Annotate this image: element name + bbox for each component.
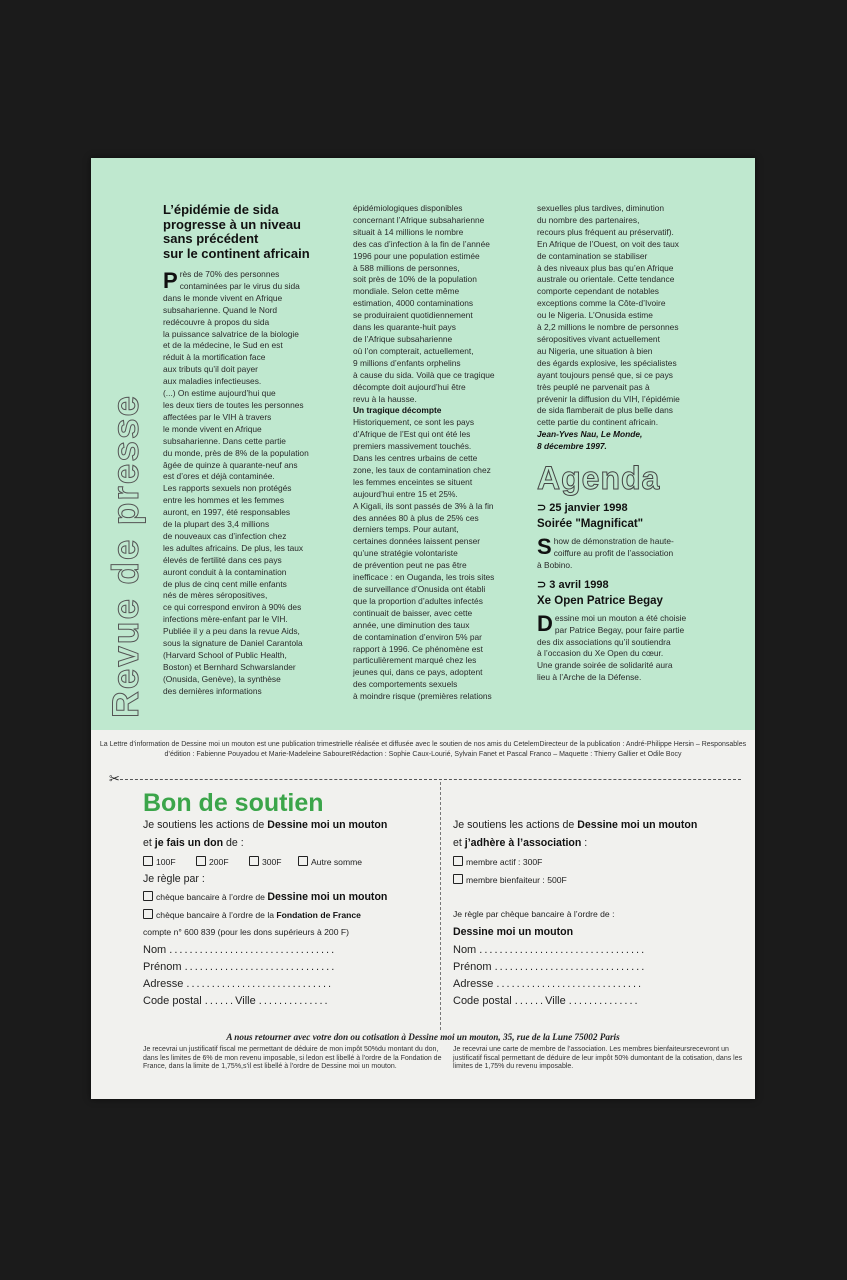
agenda-events (537, 501, 727, 684)
prenom-field-left[interactable]: Prénom .............................. (143, 961, 337, 973)
text-line: de prévention peut ne pas être (353, 560, 467, 571)
drop-cap: P (163, 268, 178, 293)
text-line: très peuplé ne parvenait pas à (537, 381, 650, 392)
text-line: entre les hommes et les femmes (163, 495, 285, 506)
amount-options (143, 856, 362, 867)
text-line: ou le Nigeria. L’Onusida estime (537, 310, 653, 321)
text-line: est d’ores et déjà contaminée. (163, 471, 275, 482)
press-review-panel (91, 158, 755, 730)
text-line: particulièrement marqué chez les (353, 655, 477, 666)
nom-field-left[interactable]: Nom ................................. (143, 944, 337, 956)
text-line: aux tributs qu’il doit payer (163, 364, 258, 375)
text-line: subsaharienne. Dans cette partie (163, 435, 286, 446)
text-line: recours plus fréquent au préservatif). (537, 226, 674, 237)
text-line: à cause du sida. Voilà que ce tragique (353, 369, 495, 380)
text-line: de surveillance d’Onusida ont établi (353, 584, 486, 594)
text-line: d’Afrique de l’Est qui ont été les (353, 429, 471, 440)
text-line: auront, en 1997, été responsables (163, 507, 291, 518)
text-line: sous la signature de Daniel Carantola (163, 638, 303, 649)
text-line: du monde, près de 8% de la population (163, 447, 309, 458)
text-line: les deux tiers de toutes les personnes (163, 399, 304, 410)
text-line: aujourd’hui entre 15 et 25%. (353, 488, 458, 499)
text-line: Historiquement, ce sont les pays (353, 417, 475, 428)
text-line: des années 80 à plus de 25% ces (353, 512, 479, 523)
text-line: (...) On estime aujourd’hui que (163, 388, 276, 399)
headline-line: sans précédent (163, 231, 259, 246)
text-line: de nouveaux cas d’infection chez (163, 530, 287, 541)
text-line: de contamination se stabiliser (537, 250, 648, 261)
membership-intro-2: et j’adhère à l’association : (453, 837, 588, 849)
text-line: soit près de 10% de la population (353, 274, 477, 285)
vertical-section-title: Revue de presse (105, 393, 146, 718)
text-line: à l’occasion du Xe Open du cœur. (537, 648, 664, 659)
text-line: Dans les centres urbains de cette (353, 453, 478, 464)
article-body-1 (163, 269, 338, 698)
text-line: subsaharienne. Quand le Nord (163, 304, 278, 315)
fiscal-note-left (143, 1046, 443, 1072)
text-line: du nombre des partenaires, (537, 214, 640, 225)
text-line: se produiraient quotidiennement (353, 310, 473, 321)
article-column-3 (537, 203, 727, 684)
text-line: australe ou orientale. Cette tendance (537, 274, 675, 285)
return-address: A nous retourner avec votre don ou cotisation à Dessine moi un mouton, 35, rue de la Lune 75002 Paris (226, 1032, 620, 1042)
text-line: A Kigali, ils sont passés de 3% à la fin (353, 500, 494, 511)
payment-label: Je règle par : (143, 873, 205, 885)
code-postal-field-right[interactable]: Code postal ......Ville .............. (453, 995, 640, 1007)
text-line: premiers massivement touchés. (353, 441, 472, 452)
text-line: par Patrice Begay, pour faire partie (554, 624, 685, 635)
text-line: qu’une stratégie volontariste (353, 548, 458, 559)
text-line: concernant l’Afrique subsaharienne (353, 214, 485, 225)
text-line: affectées par le VIH à travers (163, 411, 272, 422)
text-line: au Nigeria, une situation à bien (537, 345, 653, 356)
drop-cap: S (537, 534, 552, 560)
credit-line: La Lettre d’information de Dessine moi un mouton est une publication trimestrielle réalisée et diffusée avec le soutien de nos amis du Cetelem (99, 741, 540, 748)
text-line: élevés de fertilité dans ces pays (163, 554, 282, 565)
donation-intro: Je soutiens les actions de Dessine moi un mouton (143, 819, 388, 831)
text-line: la puissance salvatrice de la biologie (163, 328, 299, 339)
donation-intro-2: et je fais un don de : (143, 837, 244, 849)
text-line: inefficace : en Ouganda, les trois sites (353, 572, 495, 583)
fine-line: Je recevrai un justificatif fiscal me permettant de déduire de mon impôt 50% (143, 1046, 379, 1053)
text-line: mondiale. Selon cette même (353, 286, 460, 297)
text-line: de sida flamberait de plus belle dans (537, 405, 673, 416)
drop-cap: D (537, 610, 553, 636)
text-line: (Onusida, Genève), la synthèse (163, 673, 281, 684)
text-line: où l’on compterait, actuellement, (353, 345, 474, 356)
text-line: année, une diminution des taux (353, 619, 470, 630)
cheque-mouton-checkbox[interactable]: chèque bancaire à l’ordre de Dessine moi un mouton (143, 891, 387, 903)
scissors-icon: ✂ (109, 771, 120, 786)
column-2-text-b (353, 417, 528, 703)
agenda-event (537, 578, 727, 684)
fine-line: montant de la cotisation, dans les limites de 1,75% du revenu imposable. (453, 1054, 743, 1071)
member-benefactor-checkbox[interactable]: membre bienfaiteur : 500F (453, 874, 567, 885)
event-description (537, 610, 727, 684)
publication-credits (91, 740, 755, 759)
column-2-text-a (353, 203, 528, 405)
text-line: à 2,2 millions le nombre de personnes (537, 322, 679, 333)
text-line: infections mère-enfant par le VIH. (163, 614, 288, 625)
text-line: how de démonstration de haute- (553, 536, 674, 547)
text-line: Boston) et Bernhard Schwarslander (163, 661, 296, 672)
text-line: âgée de quinze à quarante-neuf ans (163, 459, 298, 470)
text-line: certaines données laissent penser (353, 536, 481, 547)
text-line: les adultes africains. De plus, les taux (163, 542, 304, 553)
text-line: à moindre risque (premières relations (353, 691, 492, 702)
amount-other-checkbox[interactable]: Autre somme (298, 857, 362, 867)
fine-line: s’il est libellé à l’ordre de Dessine moi un mouton. (243, 1063, 397, 1071)
text-line: des dernières informations (163, 685, 262, 696)
text-line: redécouvre à propos du sida (163, 316, 270, 327)
text-line: de l’Afrique subsaharienne (353, 333, 453, 344)
text-line: Publiée il y a peu dans la revue Aids, (163, 626, 300, 637)
article-headline (163, 203, 338, 261)
fiscal-note-right (453, 1046, 753, 1072)
membership-form (453, 817, 743, 1037)
text-line: 9 millions d’enfants orphelins (353, 357, 461, 368)
cut-line (115, 779, 741, 780)
newsletter-page (91, 158, 755, 1099)
text-line: ayant toujours pensé que, si ce pays (537, 369, 673, 380)
text-line: de contamination d’environ 5% par (353, 631, 482, 642)
signature-line: 8 décembre 1997. (537, 441, 607, 452)
prenom-field-right[interactable]: Prénom .............................. (453, 961, 647, 973)
adresse-field-right[interactable]: Adresse ............................. (453, 978, 644, 990)
fine-line: Je recevrai une carte de membre de l’association. Les membres bienfaiteurs (453, 1046, 690, 1053)
nom-field-right[interactable]: Nom ................................. (453, 944, 647, 956)
column-1-text (163, 269, 338, 698)
form-title: Bon de soutien (143, 789, 324, 817)
article-subheading: Un tragique décompte (353, 405, 442, 416)
headline-line: sur le continent africain (163, 245, 310, 261)
text-line: décompte doit aujourd’hui être (353, 381, 466, 392)
account-number: compte n° 600 839 (pour les dons supérieurs à 200 F) (143, 927, 349, 937)
text-line: rès de 70% des personnes (179, 269, 280, 279)
amount-200-checkbox[interactable]: 200F (196, 857, 229, 867)
event-title: Soirée "Magnificat" (537, 518, 644, 531)
membership-intro: Je soutiens les actions de Dessine moi un mouton (453, 819, 698, 831)
member-active-checkbox[interactable]: membre actif : 300F (453, 856, 542, 867)
text-line: à Bobino. (537, 559, 573, 570)
text-line: contaminées par le virus du sida (179, 280, 300, 291)
text-line: et de la médecine, le Sud en est (163, 340, 283, 351)
article-column-2 (353, 203, 528, 703)
text-line: En Afrique de l’Ouest, on voit des taux (537, 238, 679, 249)
text-line: jeunes qui, dans ce pays, adoptent (353, 667, 483, 678)
text-line: (Harvard School of Public Health, (163, 650, 287, 660)
text-line: situait à 14 millions le nombre (353, 226, 464, 237)
text-line: aux maladies infectieuses. (163, 376, 262, 387)
text-line: à des niveaux plus bas qu’en Afrique (537, 262, 674, 273)
column-3-text (537, 203, 727, 429)
text-line: que la proportion d’adultes infectés (353, 595, 483, 606)
text-line: des dix associations qu’il soutiendra (537, 636, 671, 647)
membership-payee: Dessine moi un mouton (453, 926, 574, 938)
cheque-fondation-checkbox[interactable]: chèque bancaire à l’ordre de la Fondation de France (143, 909, 361, 920)
text-line: comporte cependant de notables (537, 286, 659, 297)
text-line: auront conduit à la contamination (163, 566, 287, 577)
text-line: cette partie du continent africain. (537, 417, 659, 428)
credit-line: Rédaction : Sophie Caux-Lourié, Sylvain Fanet et Pascal Franco – Maquette : Thierry Gallier et Odile Bocy (351, 750, 682, 758)
credit-line: Directeur de la publication : André-Philippe Hersin – Responsables d’édition : Fabienne Pouyadou et Marie-Madeleine Sabouret (164, 741, 747, 758)
agenda-event (537, 501, 727, 572)
text-line: revu à la hausse. (353, 393, 417, 404)
text-line: zone, les taux de contamination chez (353, 464, 491, 475)
text-line: épidémiologiques disponibles (353, 203, 463, 213)
text-line: ce qui correspond environ à 90% des (163, 602, 302, 613)
text-line: Les rapports sexuels non protégés (163, 483, 292, 494)
text-line: à 588 millions de personnes, (353, 262, 460, 273)
donation-form (143, 817, 433, 1037)
fine-line: don est libellé à l’ordre de la Fondation de France, dans la limite de 1,75%, (143, 1054, 442, 1071)
text-line: nés de mères séropositives, (163, 590, 268, 601)
headline-line: progresse à un niveau (163, 216, 301, 232)
text-line: essine moi un mouton a été choisie (554, 612, 687, 623)
article-column-1 (163, 203, 338, 698)
fine-line: du montant du don, dans les limites de 6% de mon revenu imposable, si le (143, 1046, 439, 1062)
adresse-field-left[interactable]: Adresse ............................. (143, 978, 334, 990)
signature-line: Jean-Yves Nau, Le Monde, (537, 429, 643, 440)
text-line: prévenir la diffusion du VIH, l’épidémie (537, 393, 680, 404)
text-line: des égards explosive, les spécialistes (537, 357, 677, 368)
form-divider (440, 782, 441, 1030)
amount-300-checkbox[interactable]: 300F (249, 857, 282, 867)
text-line: de la plupart des 3,4 millions (163, 519, 270, 530)
text-line: le monde vivent en Afrique (163, 423, 262, 434)
event-description (537, 536, 727, 572)
text-line: les femmes enceintes se situent (353, 476, 473, 487)
amount-100-checkbox[interactable]: 100F (143, 857, 176, 867)
event-date: ⊃ 25 janvier 1998 (537, 502, 628, 515)
text-line: continuait de baisser, avec cette (353, 607, 473, 618)
text-line: 1996 pour une population estimée (353, 250, 480, 261)
text-line: dans les quarante-huit pays (353, 322, 456, 333)
text-line: rapport à 1996. Ce phénomène est (353, 643, 483, 654)
code-postal-field-left[interactable]: Code postal ......Ville .............. (143, 995, 330, 1007)
event-date: ⊃ 3 avril 1998 (537, 578, 609, 591)
text-line: réduit à la mortification face (163, 352, 266, 363)
agenda-title: Agenda (537, 460, 661, 497)
text-line: séropositives vivant actuellement (537, 333, 660, 344)
text-line: des cas d’infection à la fin de l’année (353, 238, 490, 249)
fine-line: recevront un justificatif fiscal permettant de déduire de leur impôt 50% du (453, 1046, 729, 1062)
article-signature (537, 429, 727, 453)
text-line: derniers temps. Pour autant, (353, 524, 459, 535)
text-line: sexuelles plus tardives, diminution (537, 203, 665, 213)
text-line: exceptions comme la Côte-d’Ivoire (537, 298, 666, 309)
text-line: coiffure au profit de l’association (553, 547, 674, 558)
text-line: dans le monde vivent en Afrique (163, 292, 283, 303)
text-line: lieu à l’Arche de la Défense. (537, 672, 642, 683)
text-line: Une grande soirée de solidarité aura (537, 660, 673, 671)
event-title: Xe Open Patrice Begay (537, 594, 663, 607)
text-line: de plus de cinq cent mille enfants (163, 578, 287, 589)
text-line: estimation, 4000 contaminations (353, 298, 474, 309)
headline-line: L’épidémie de sida (163, 202, 279, 217)
text-line: des comportements sexuels (353, 679, 458, 690)
membership-payment-label: Je règle par chèque bancaire à l’ordre de : (453, 909, 615, 919)
